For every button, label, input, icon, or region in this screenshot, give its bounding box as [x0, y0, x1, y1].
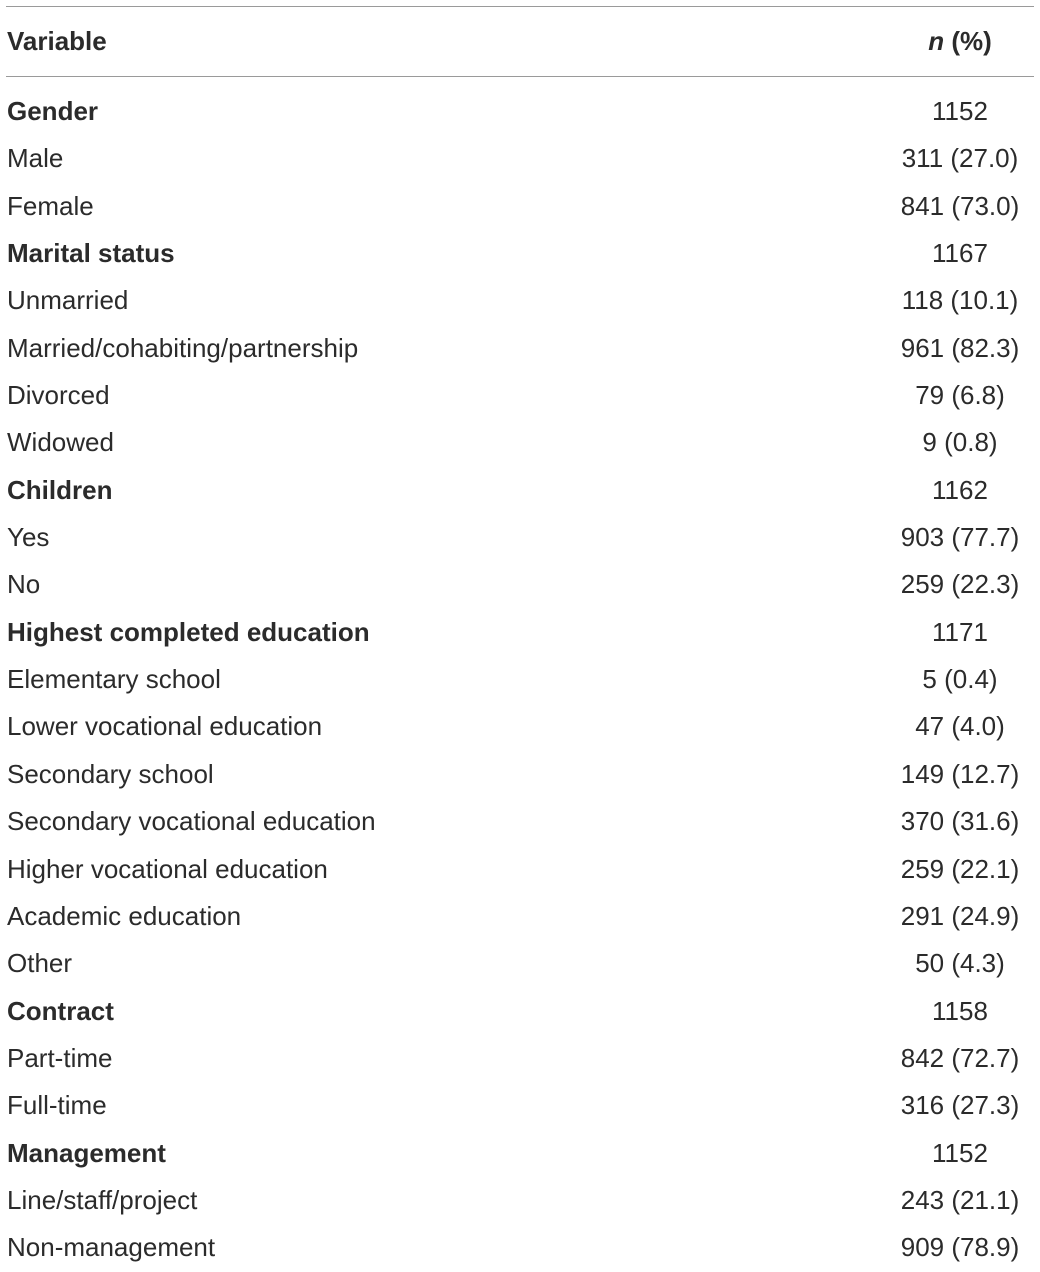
row-label: Part-time — [7, 1042, 113, 1073]
table-row — [6, 893, 1034, 940]
table-row — [6, 277, 1034, 324]
row-label: Line/staff/project — [7, 1184, 198, 1215]
table-row — [6, 419, 1034, 466]
row-label: Secondary school — [7, 758, 214, 789]
group-label: Management — [7, 1137, 166, 1168]
row-value: 909 (78.9) — [900, 1232, 1020, 1263]
row-value: 50 (4.3) — [915, 948, 1005, 979]
row-value: 291 (24.9) — [900, 900, 1020, 931]
row-label: Lower vocational education — [7, 711, 323, 742]
row-label: Divorced — [7, 380, 110, 411]
table-row — [6, 135, 1034, 182]
row-value: 841 (73.0) — [900, 190, 1020, 221]
row-label: Female — [7, 190, 94, 221]
table-row — [6, 846, 1034, 893]
row-value: 370 (31.6) — [900, 806, 1020, 837]
row-value: 9 (0.8) — [922, 427, 998, 458]
table-row — [6, 372, 1034, 419]
table-row — [6, 1082, 1034, 1129]
row-label: Married/cohabiting/partnership — [7, 332, 359, 363]
row-value: 149 (12.7) — [900, 758, 1020, 789]
row-label: No — [7, 569, 41, 600]
group-total: 1171 — [932, 616, 988, 647]
header-n-symbol: n — [928, 26, 945, 56]
row-label: Non-management — [7, 1232, 216, 1263]
row-label: Higher vocational education — [7, 853, 328, 884]
row-value: 903 (77.7) — [900, 522, 1020, 553]
group-label: Contract — [7, 995, 114, 1026]
group-total: 1152 — [932, 96, 988, 126]
table-group-row — [6, 230, 1034, 277]
row-label: Male — [7, 143, 64, 174]
header-n-percent — [886, 26, 1034, 56]
table-row — [6, 1035, 1034, 1082]
table-group-row — [6, 467, 1034, 514]
table-header-row — [6, 6, 1034, 76]
header-variable: Variable — [7, 26, 107, 56]
row-value: 243 (21.1) — [900, 1184, 1020, 1215]
table-group-row — [6, 988, 1034, 1035]
table-row — [6, 703, 1034, 750]
group-total: 1152 — [932, 1137, 988, 1168]
row-label: Other — [7, 948, 73, 979]
row-value: 316 (27.3) — [900, 1090, 1020, 1121]
row-value: 47 (4.0) — [915, 711, 1005, 742]
row-value: 259 (22.3) — [900, 569, 1020, 600]
row-value: 259 (22.1) — [900, 853, 1020, 884]
group-total: 1158 — [932, 995, 988, 1026]
group-label: Gender — [7, 96, 99, 126]
table-group-row — [6, 609, 1034, 656]
row-value: 118 (10.1) — [901, 285, 1019, 316]
header-percent-suffix: (%) — [944, 26, 992, 56]
row-label: Academic education — [7, 900, 242, 931]
table-row — [6, 1224, 1034, 1271]
row-value: 842 (72.7) — [900, 1042, 1020, 1073]
table-group-row — [6, 1130, 1034, 1177]
row-value: 79 (6.8) — [915, 380, 1005, 411]
table-header-rule — [6, 76, 1034, 77]
row-value: 5 (0.4) — [922, 664, 998, 695]
group-label: Highest completed education — [7, 616, 370, 647]
table-row — [6, 656, 1034, 703]
table-row — [6, 798, 1034, 845]
row-label: Unmarried — [7, 285, 129, 316]
row-value: 961 (82.3) — [900, 332, 1020, 363]
group-total: 1162 — [932, 474, 988, 505]
group-label: Marital status — [7, 238, 175, 269]
table-row — [6, 514, 1034, 561]
table-row — [6, 325, 1034, 372]
row-label: Yes — [7, 522, 50, 553]
table-body — [6, 88, 1034, 1272]
row-value: 311 (27.0) — [901, 143, 1019, 174]
row-label: Full-time — [7, 1090, 107, 1121]
table-row — [6, 751, 1034, 798]
table-row — [6, 1177, 1034, 1224]
table-group-row — [6, 88, 1034, 135]
table-row — [6, 561, 1034, 608]
row-label: Widowed — [7, 427, 114, 458]
group-total: 1167 — [932, 238, 988, 269]
row-label: Elementary school — [7, 664, 221, 695]
row-label: Secondary vocational education — [7, 806, 376, 837]
group-label: Children — [7, 474, 113, 505]
table-row — [6, 183, 1034, 230]
table-row — [6, 940, 1034, 987]
